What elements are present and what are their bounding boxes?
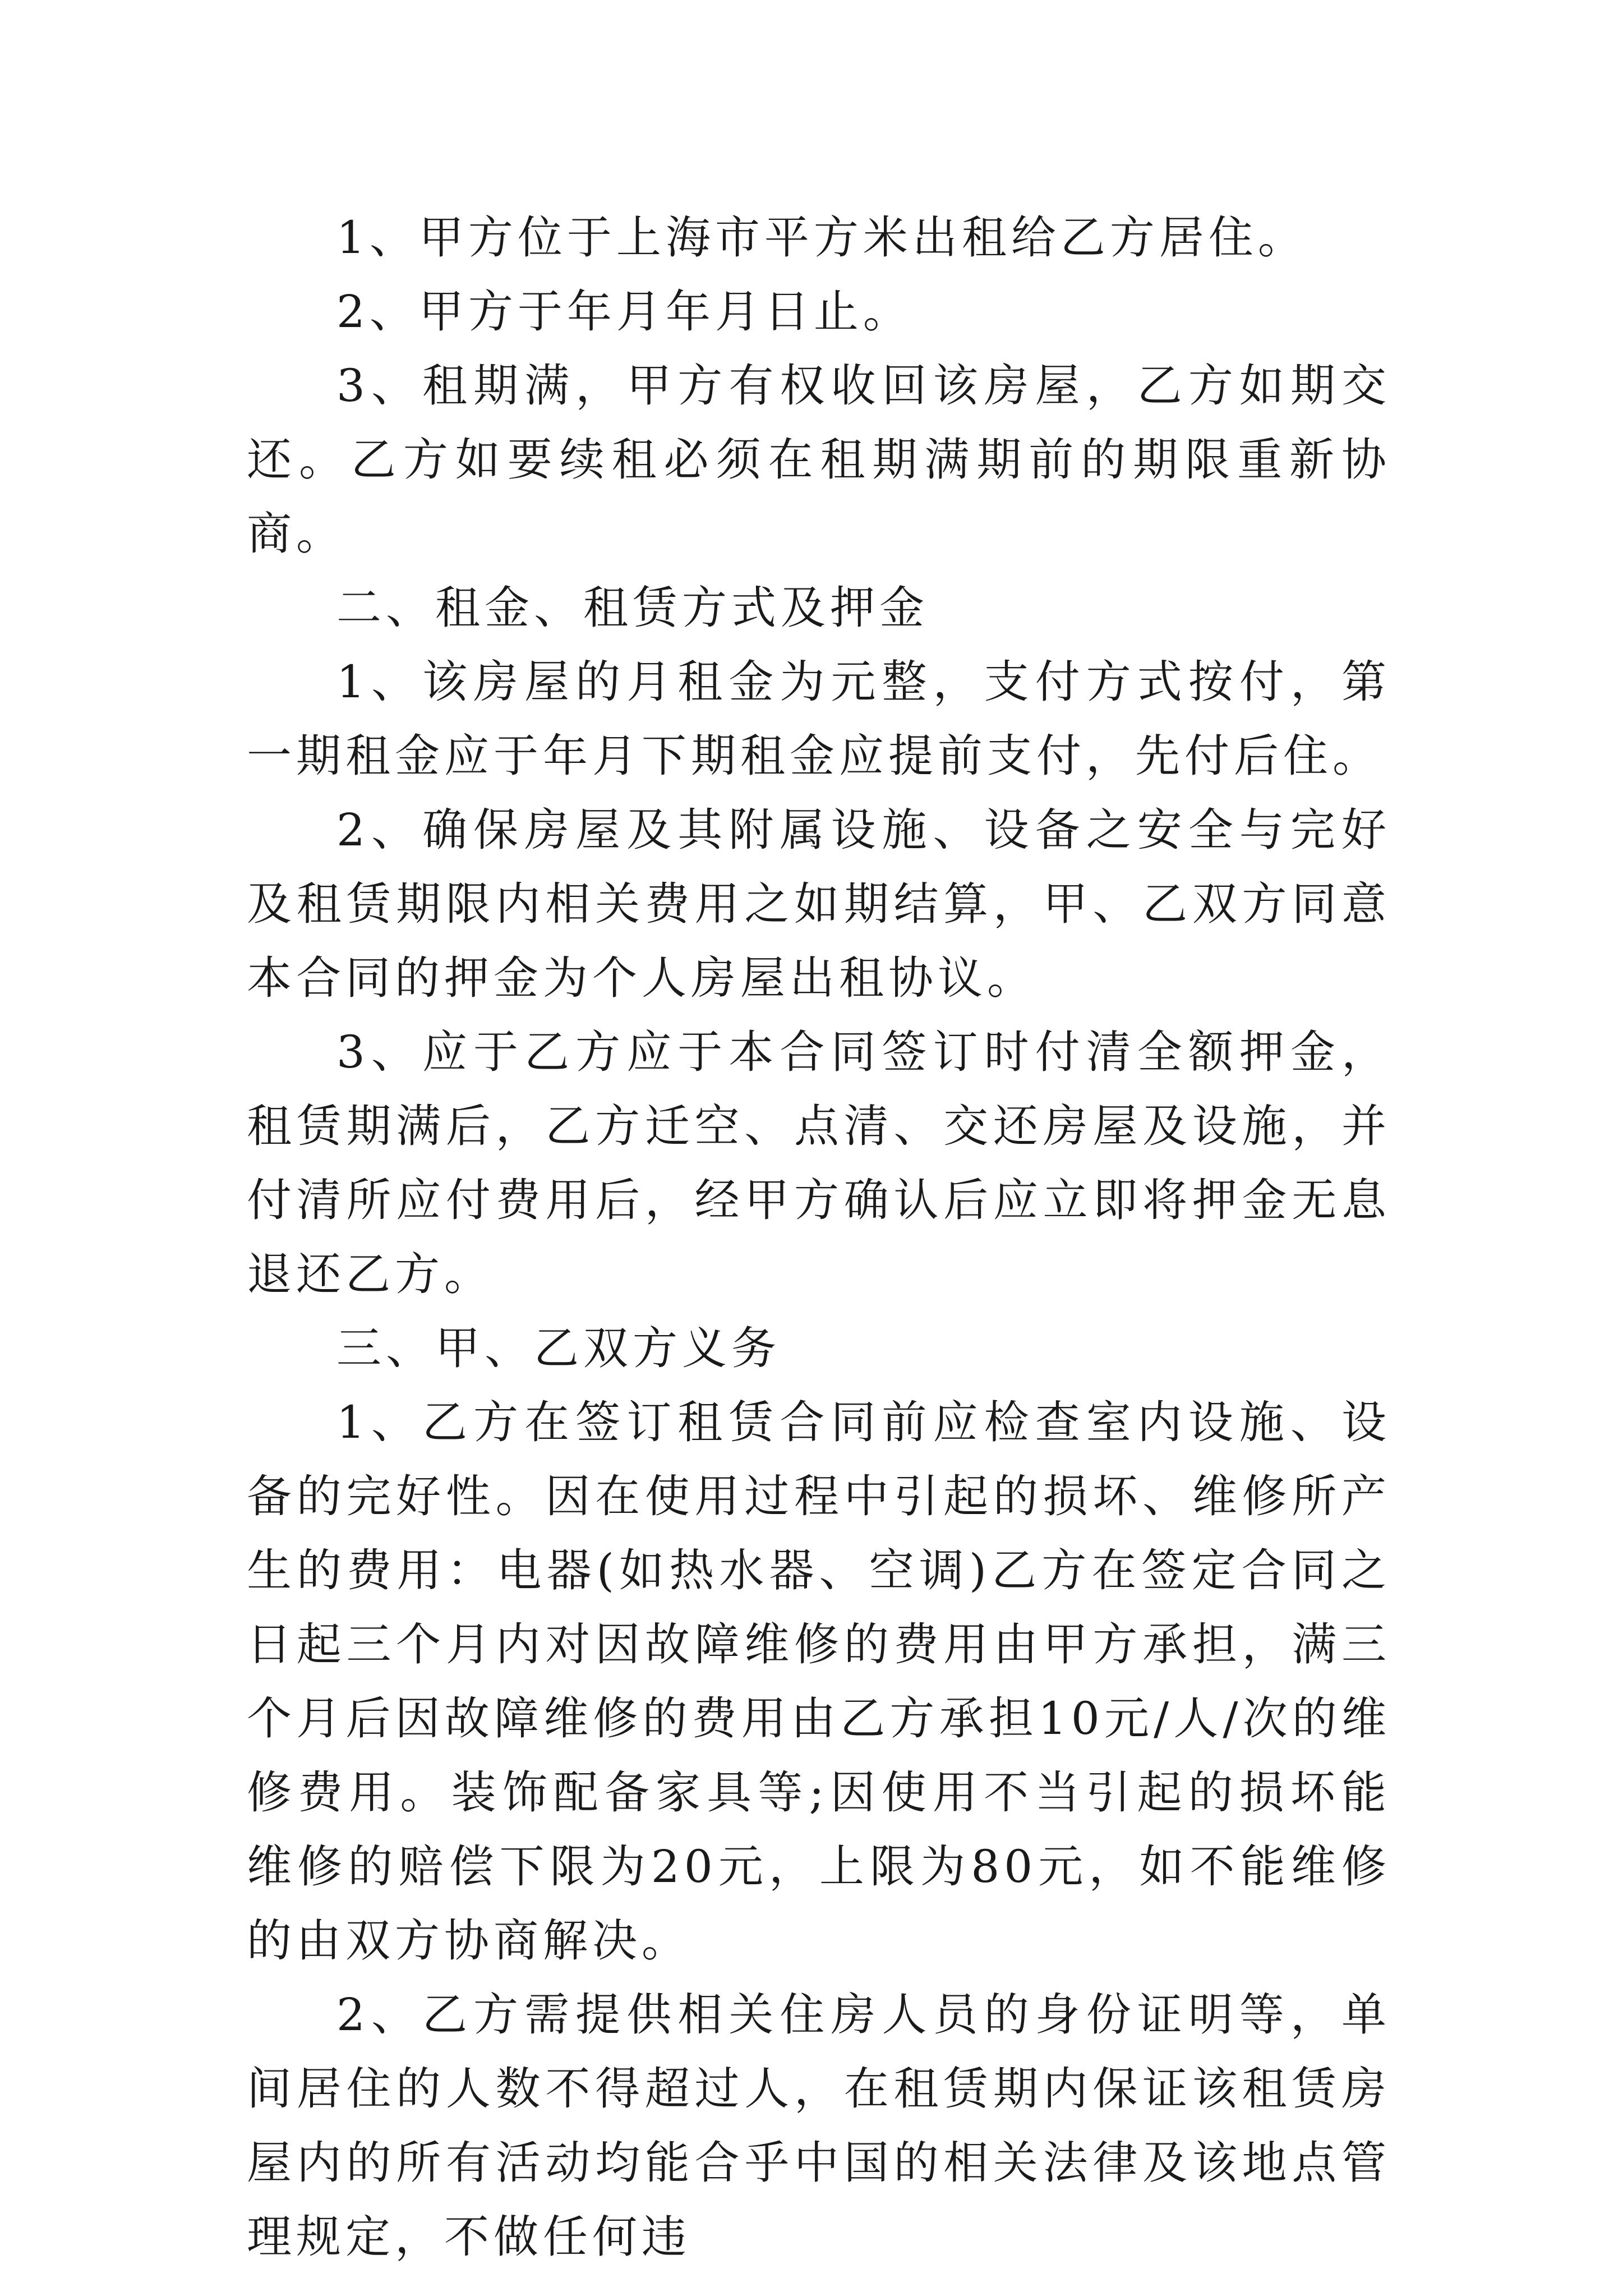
section-heading-rent: 二、租金、租赁方式及押金 [336, 582, 929, 634]
paragraph-deposit-refund: 3、应于乙方应于本合同签订时付清全额押金，租赁期满后，乙方迁空、点清、交还房屋及设施，并付清所应付费用后，经甲方确认后应立即将押金无息退还乙方。 [247, 1026, 1391, 1300]
paragraph-lease-term: 2、甲方于年月年月日止。 [336, 286, 912, 338]
document-body [247, 201, 1391, 2274]
paragraph-lease-location: 1、甲方位于上海市平方米出租给乙方居住。 [336, 211, 1307, 264]
paragraph-lease-renewal: 3、租期满，甲方有权收回该房屋，乙方如期交还。乙方如要续租必须在租期满期前的期限重新协商。 [247, 360, 1391, 560]
paragraph-maintenance: 1、乙方在签订租赁合同前应检查室内设施、设备的完好性。因在使用过程中引起的损坏、维修所产生的费用：电器(如热水器、空调)乙方在签定合同之日起三个月内对因故障维修的费用由甲方承担，满三个月后因故障维修的费用由乙方承担10元/人/次的维修费用。装饰配备家具等;因使用不当引起的损坏能维修的赔偿下限为20元，上限为80元，如不能维修的由双方协商解决。 [247, 1396, 1391, 1967]
paragraph-deposit-purpose: 2、确保房屋及其附属设施、设备之安全与完好及租赁期限内相关费用之如期结算，甲、乙双方同意本合同的押金为个人房屋出租协议。 [247, 804, 1391, 1004]
paragraph-monthly-rent: 1、该房屋的月租金为元整，支付方式按付，第一期租金应于年月下期租金应提前支付，先付后住。 [247, 656, 1391, 782]
section-heading-obligations: 三、甲、乙双方义务 [336, 1322, 781, 1374]
paragraph-occupancy: 2、乙方需提供相关住房人员的身份证明等，单间居住的人数不得超过人，在租赁期内保证该租赁房屋内的所有活动均能合乎中国的相关法律及该地点管理规定，不做任何违 [247, 1989, 1391, 2263]
